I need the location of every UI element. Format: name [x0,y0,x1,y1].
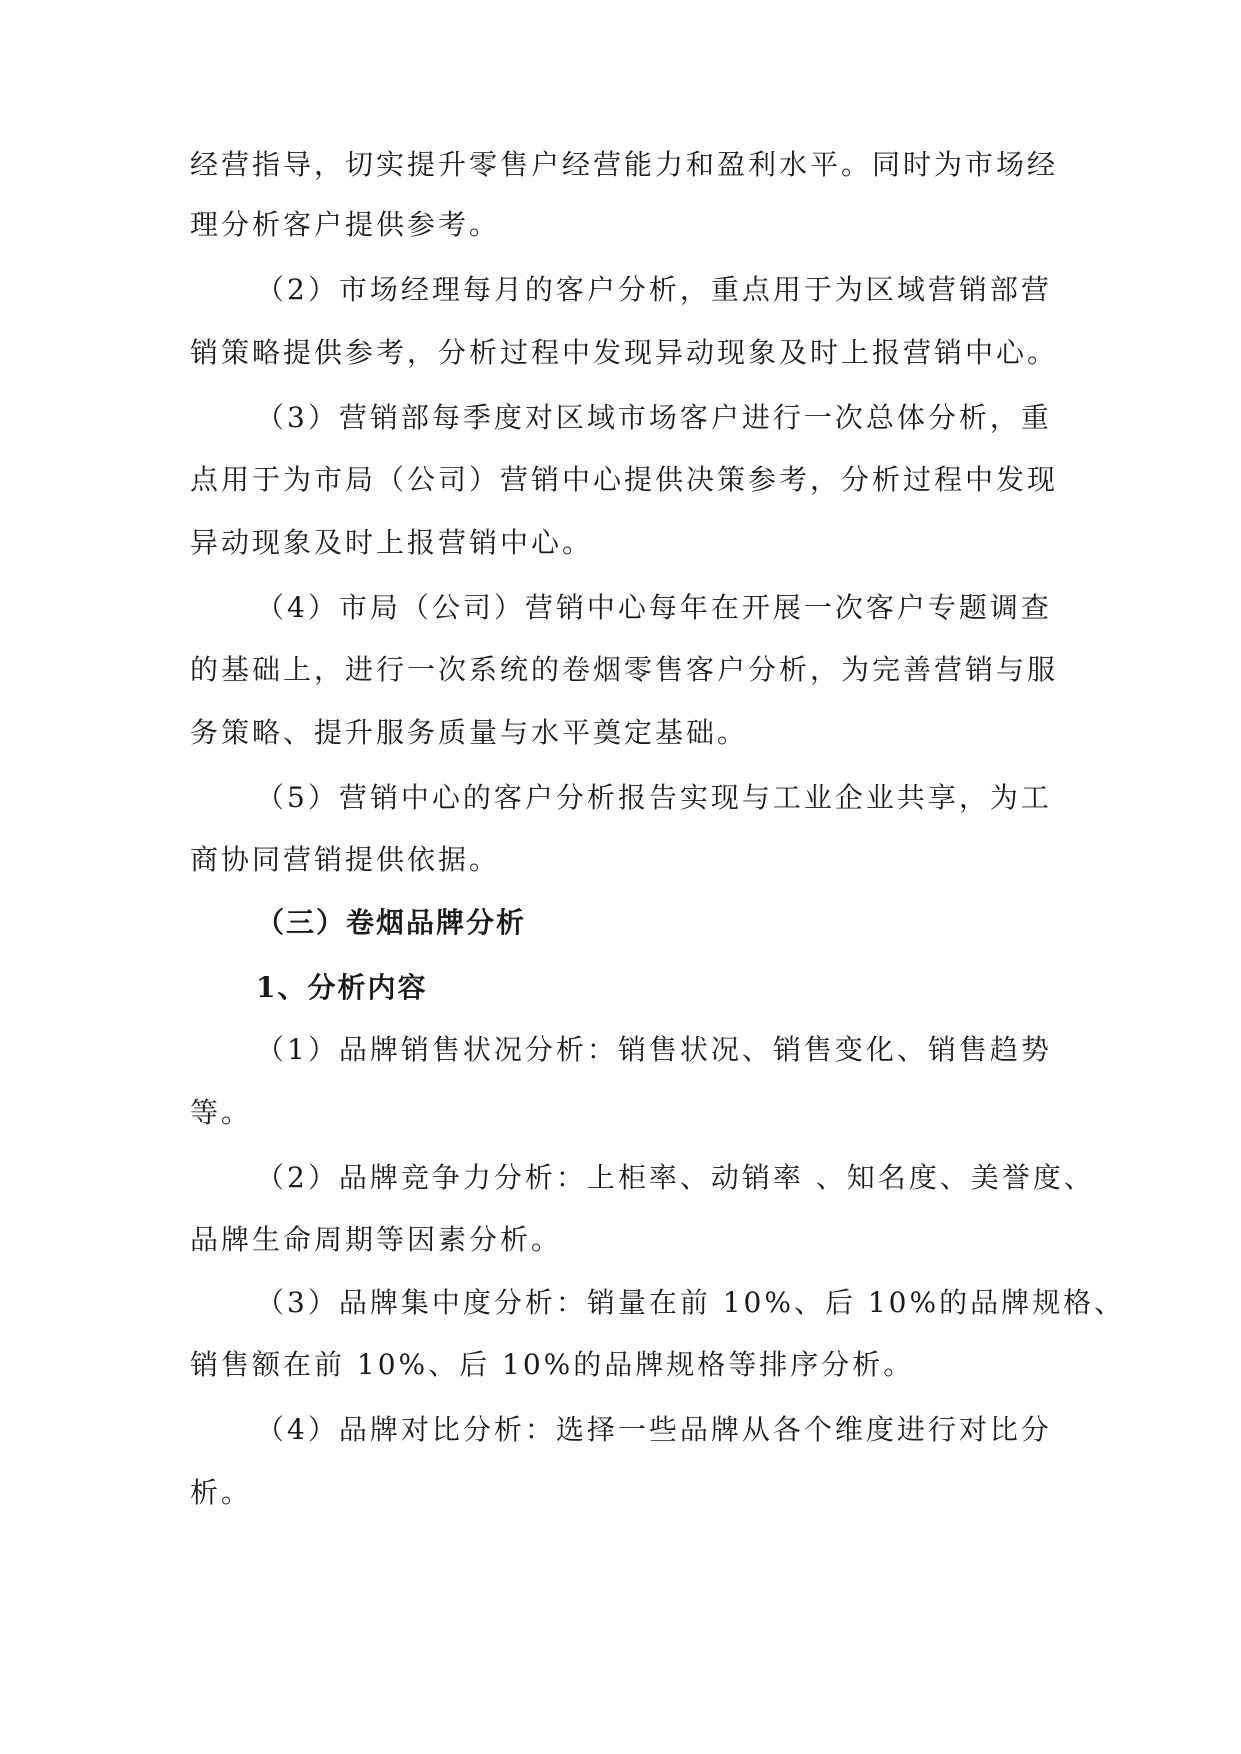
paragraph-4-line-1: （4）市局（公司）营销中心每年在开展一次客户专题调查 [256,591,1052,624]
paragraph-6-line-1: （1）品牌销售状况分析：销售状况、销售变化、销售趋势 [256,1033,1052,1066]
subsection-heading: 1、分析内容 [256,971,428,1004]
paragraph-2-line-1: （2）市场经理每月的客户分析，重点用于为区域营销部营 [256,273,1052,306]
paragraph-6-line-2: 等。 [190,1096,253,1129]
paragraph-3-line-3: 异动现象及时上报营销中心。 [190,526,594,559]
paragraph-1-line-2: 理分析客户提供参考。 [190,208,501,241]
paragraph-5-line-2: 商协同营销提供依据。 [190,843,501,876]
paragraph-4-line-2: 的基础上，进行一次系统的卷烟零售客户分析，为完善营销与服 [190,653,1059,686]
paragraph-8-line-2: 销售额在前 10%、后 10%的品牌规格等排序分析。 [190,1348,915,1381]
section-heading: （三）卷烟品牌分析 [256,906,527,939]
paragraph-4-line-3: 务策略、提升服务质量与水平奠定基础。 [190,716,749,749]
paragraph-1-line-1: 经营指导，切实提升零售户经营能力和盈利水平。同时为市场经 [190,148,1059,181]
paragraph-2-line-2: 销策略提供参考，分析过程中发现异动现象及时上报营销中心。 [190,336,1059,369]
paragraph-9-line-2: 析。 [190,1476,253,1509]
paragraph-3-line-1: （3）营销部每季度对区域市场客户进行一次总体分析，重 [256,401,1052,434]
paragraph-7-line-2: 品牌生命周期等因素分析。 [190,1223,563,1256]
paragraph-9-line-1: （4）品牌对比分析：选择一些品牌从各个维度进行对比分 [256,1413,1052,1446]
paragraph-7-line-1: （2）品牌竞争力分析：上柜率、动销率 、知名度、美誉度、 [256,1161,1095,1194]
paragraph-5-line-1: （5）营销中心的客户分析报告实现与工业企业共享，为工 [256,781,1052,814]
paragraph-8-line-1: （3）品牌集中度分析：销量在前 10%、后 10%的品牌规格、 [256,1286,1126,1319]
paragraph-3-line-2: 点用于为市局（公司）营销中心提供决策参考，分析过程中发现 [190,463,1059,496]
